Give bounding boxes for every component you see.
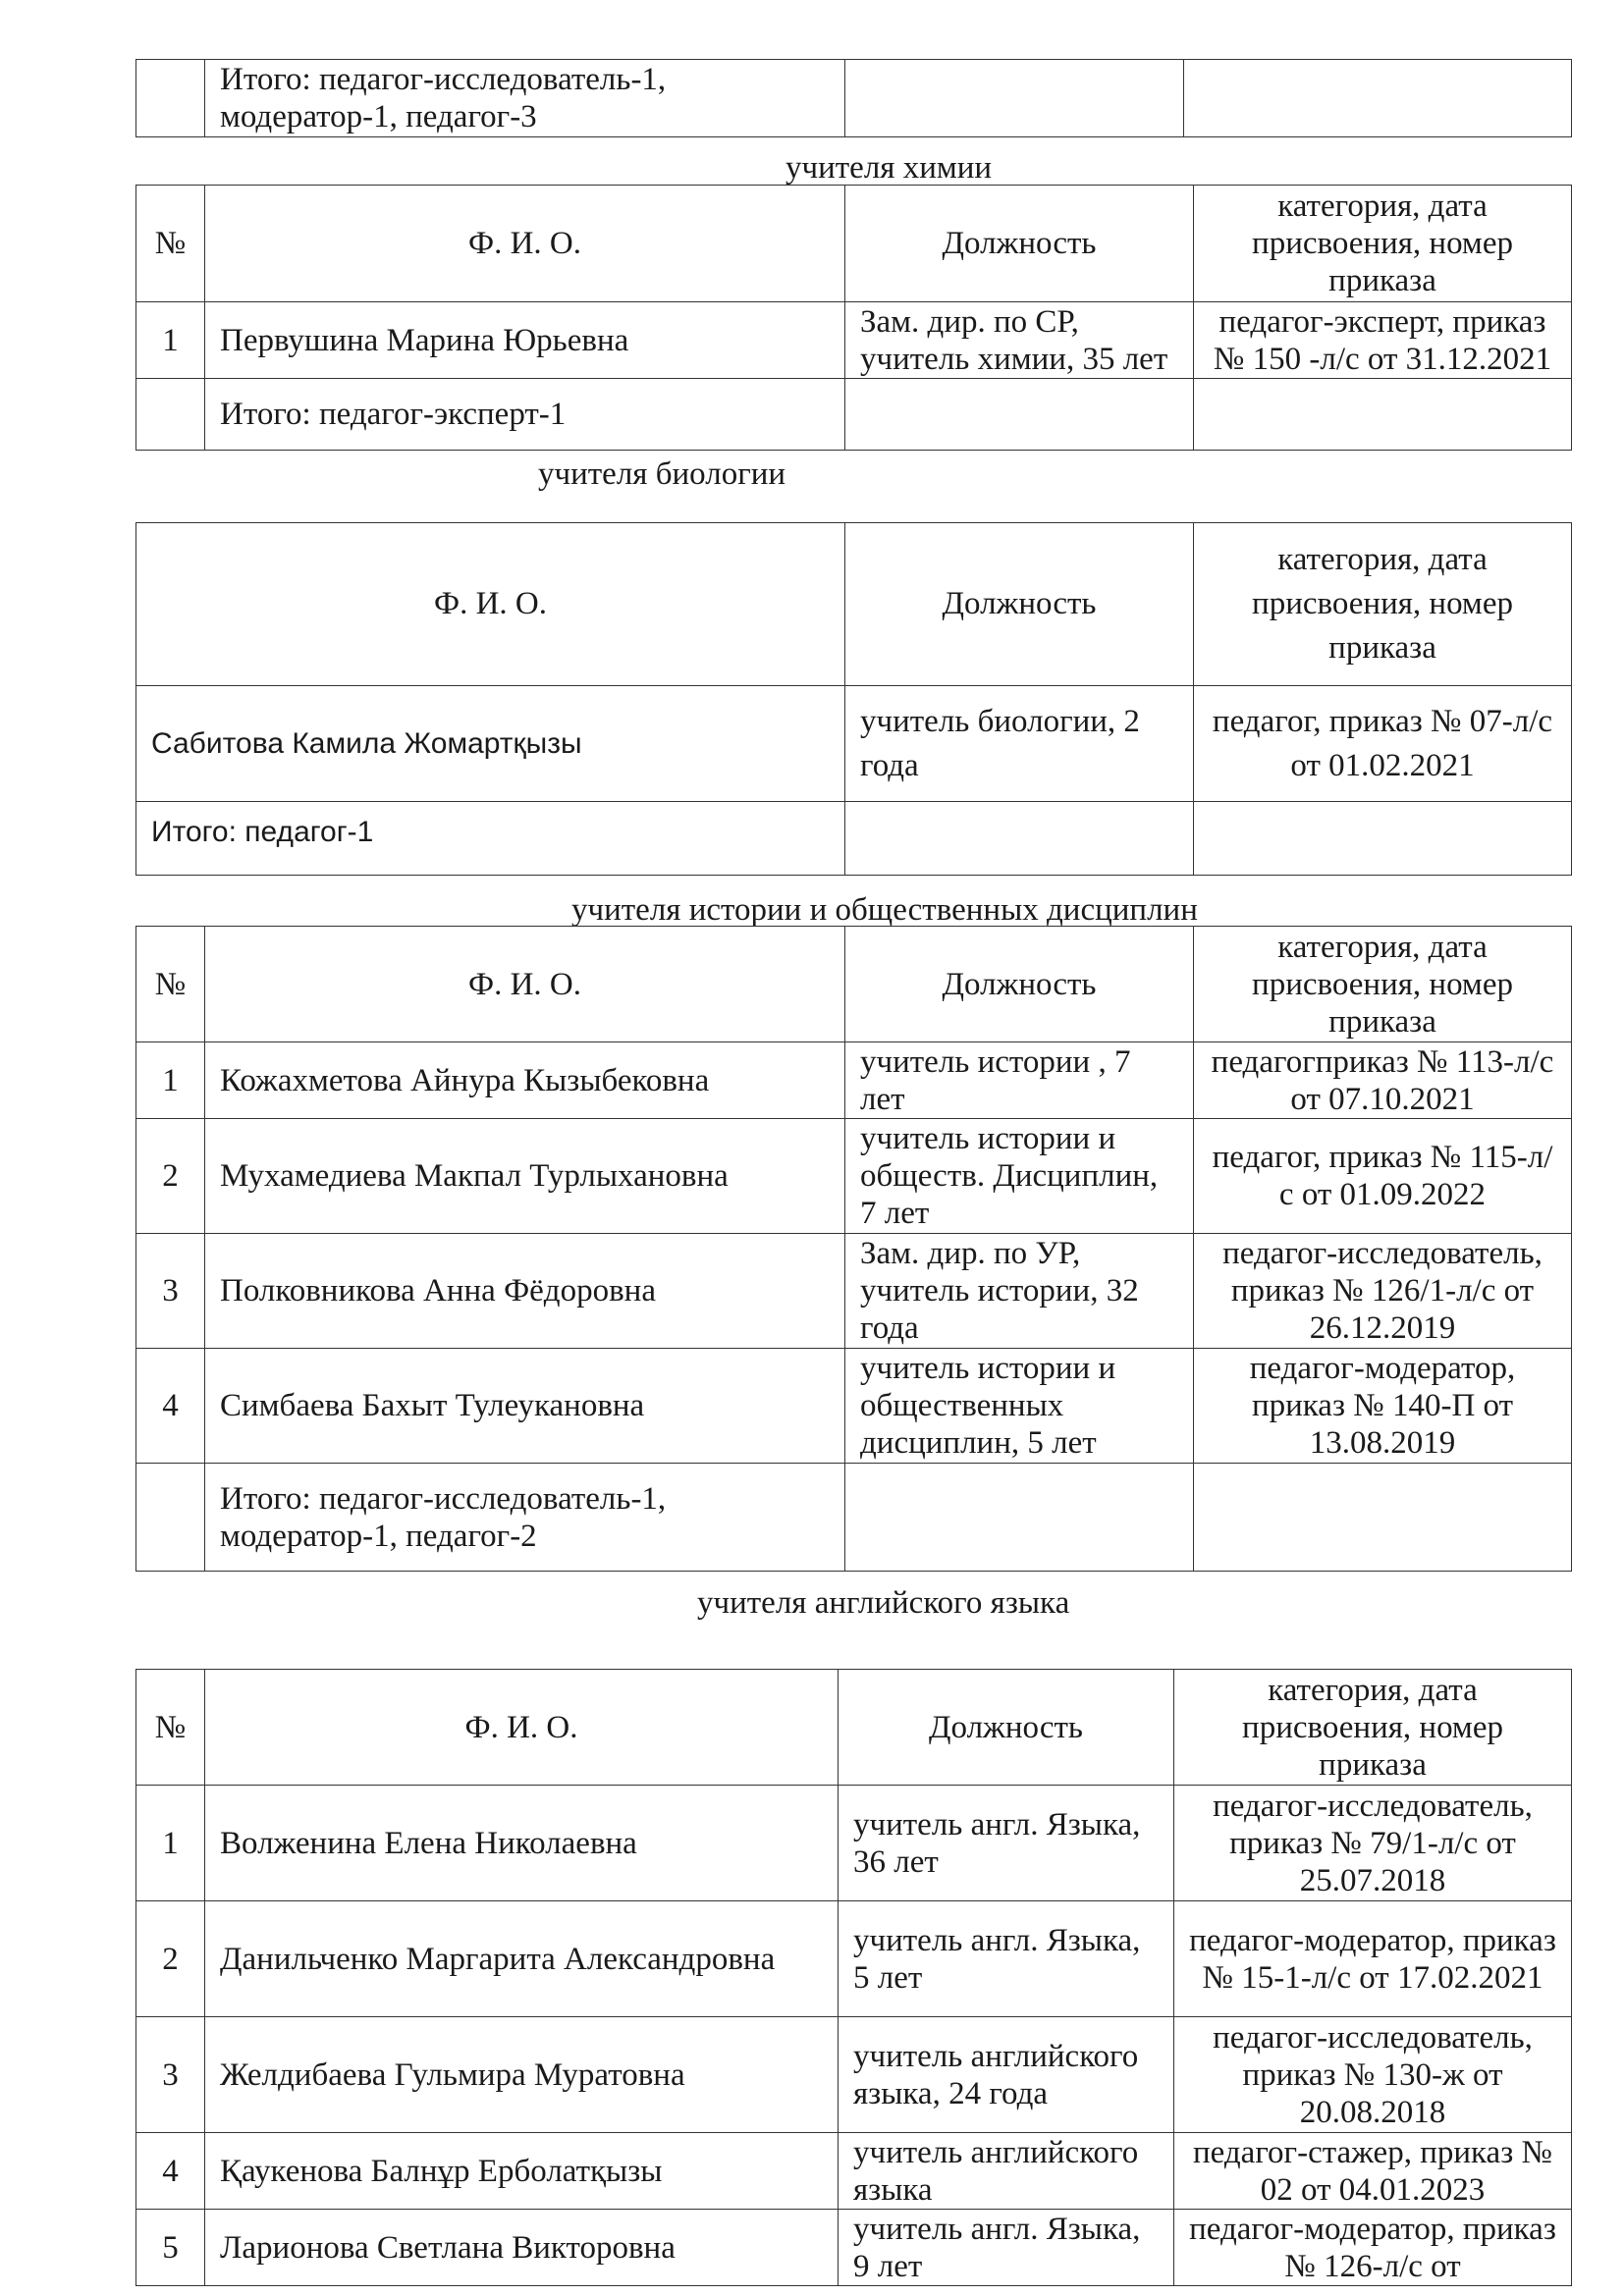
table-header-row <box>136 927 1572 1042</box>
col-header-category: категория, дата присвоения, номер приказа <box>1194 927 1572 1042</box>
col-header-position: Должность <box>845 186 1194 302</box>
table-chemistry <box>135 185 1572 451</box>
total-cell: Итого: педагог-эксперт-1 <box>205 379 845 451</box>
table-top-fragment <box>135 59 1572 137</box>
table-row <box>136 802 1572 876</box>
col-header-number: № <box>136 1670 205 1786</box>
table-row: 2 Данильченко Маргарита Александровна учитель англ. Языка, 5 лет педагог-модератор, приказ № 15-1-л/с от 17.02.2021 <box>136 1901 1572 2017</box>
table-header-row <box>136 186 1572 302</box>
table-row: 4 Қаукенова Балнұр Ерболатқызы учитель английского языка педагог-стажер, приказ № 02 от 04.01.2023 <box>136 2133 1572 2210</box>
table-row: Сабитова Камила Жомартқызы учитель биологии, 2 года педагог, приказ № 07-л/с от 01.02.2021 <box>136 686 1572 802</box>
col-header-position: Должность <box>845 523 1194 686</box>
table-history <box>135 926 1572 1572</box>
col-header-number: № <box>136 927 205 1042</box>
table-biology <box>135 522 1572 876</box>
total-cell: Итого: педагог-исследователь-1, модератор-1, педагог-2 <box>205 1464 845 1572</box>
col-header-name: Ф. И. О. <box>205 186 845 302</box>
table-row: 1 Первушина Марина Юрьевна Зам. дир. по СР, учитель химии, 35 лет педагог-эксперт, приказ № 150 -л/с от 31.12.2021 <box>136 302 1572 379</box>
table-row: 2 Мухамедиева Макпал Турлыхановна учитель истории и обществ. Дисциплин, 7 лет педагог, приказ № 115-л/с от 01.09.2022 <box>136 1119 1572 1234</box>
col-header-category: категория, дата присвоения, номер приказа <box>1194 523 1572 686</box>
table-header-row <box>136 1670 1572 1786</box>
col-header-number: № <box>136 186 205 302</box>
col-header-position: Должность <box>839 1670 1174 1786</box>
table-row: 5 Ларионова Светлана Викторовна учитель англ. Языка, 9 лет педагог-модератор, приказ № 126-л/с от <box>136 2210 1572 2286</box>
table-row <box>136 379 1572 451</box>
table-row: 3 Желдибаева Гульмира Муратовна учитель английского языка, 24 года педагог-исследователь, приказ № 130-ж от 20.08.2018 <box>136 2017 1572 2133</box>
col-header-name: Ф. И. О. <box>205 1670 839 1786</box>
table-row: 1 Волженина Елена Николаевна учитель англ. Языка, 36 лет педагог-исследователь, приказ № 79/1-л/с от 25.07.2018 <box>136 1786 1572 1901</box>
section-heading-biology: учителя биологии <box>538 456 786 492</box>
col-header-category: категория, дата присвоения, номер приказа <box>1194 186 1572 302</box>
col-header-position: Должность <box>845 927 1194 1042</box>
total-cell: Итого: педагог-исследователь-1, модератор-1, педагог-3 <box>205 60 845 137</box>
col-header-name: Ф. И. О. <box>205 927 845 1042</box>
table-header-row <box>136 523 1572 686</box>
col-header-name: Ф. И. О. <box>136 523 845 686</box>
total-cell: Итого: педагог-1 <box>136 802 845 876</box>
table-row: 3 Полковникова Анна Фёдоровна Зам. дир. по УР, учитель истории, 32 года педагог-исследователь, приказ № 126/1-л/с от 26.12.2019 <box>136 1234 1572 1349</box>
number-cell <box>136 60 205 137</box>
table-row <box>136 1464 1572 1572</box>
section-heading-english: учителя английского языка <box>697 1585 1070 1621</box>
section-heading-history: учителя истории и общественных дисциплин <box>571 892 1198 928</box>
section-heading-chemistry: учителя химии <box>785 150 993 186</box>
table-row: 4 Симбаева Бахыт Тулеукановна учитель истории и общественных дисциплин, 5 лет педагог-модератор, приказ № 140-П от 13.08.2019 <box>136 1349 1572 1464</box>
table-english <box>135 1669 1572 2286</box>
table-row: 1 Кожахметова Айнура Кызыбековна учитель истории , 7 лет педагогприказ № 113-л/с от 07.10.2021 <box>136 1042 1572 1119</box>
table-row <box>136 60 1572 137</box>
col-header-category: категория, дата присвоения, номер приказа <box>1174 1670 1572 1786</box>
